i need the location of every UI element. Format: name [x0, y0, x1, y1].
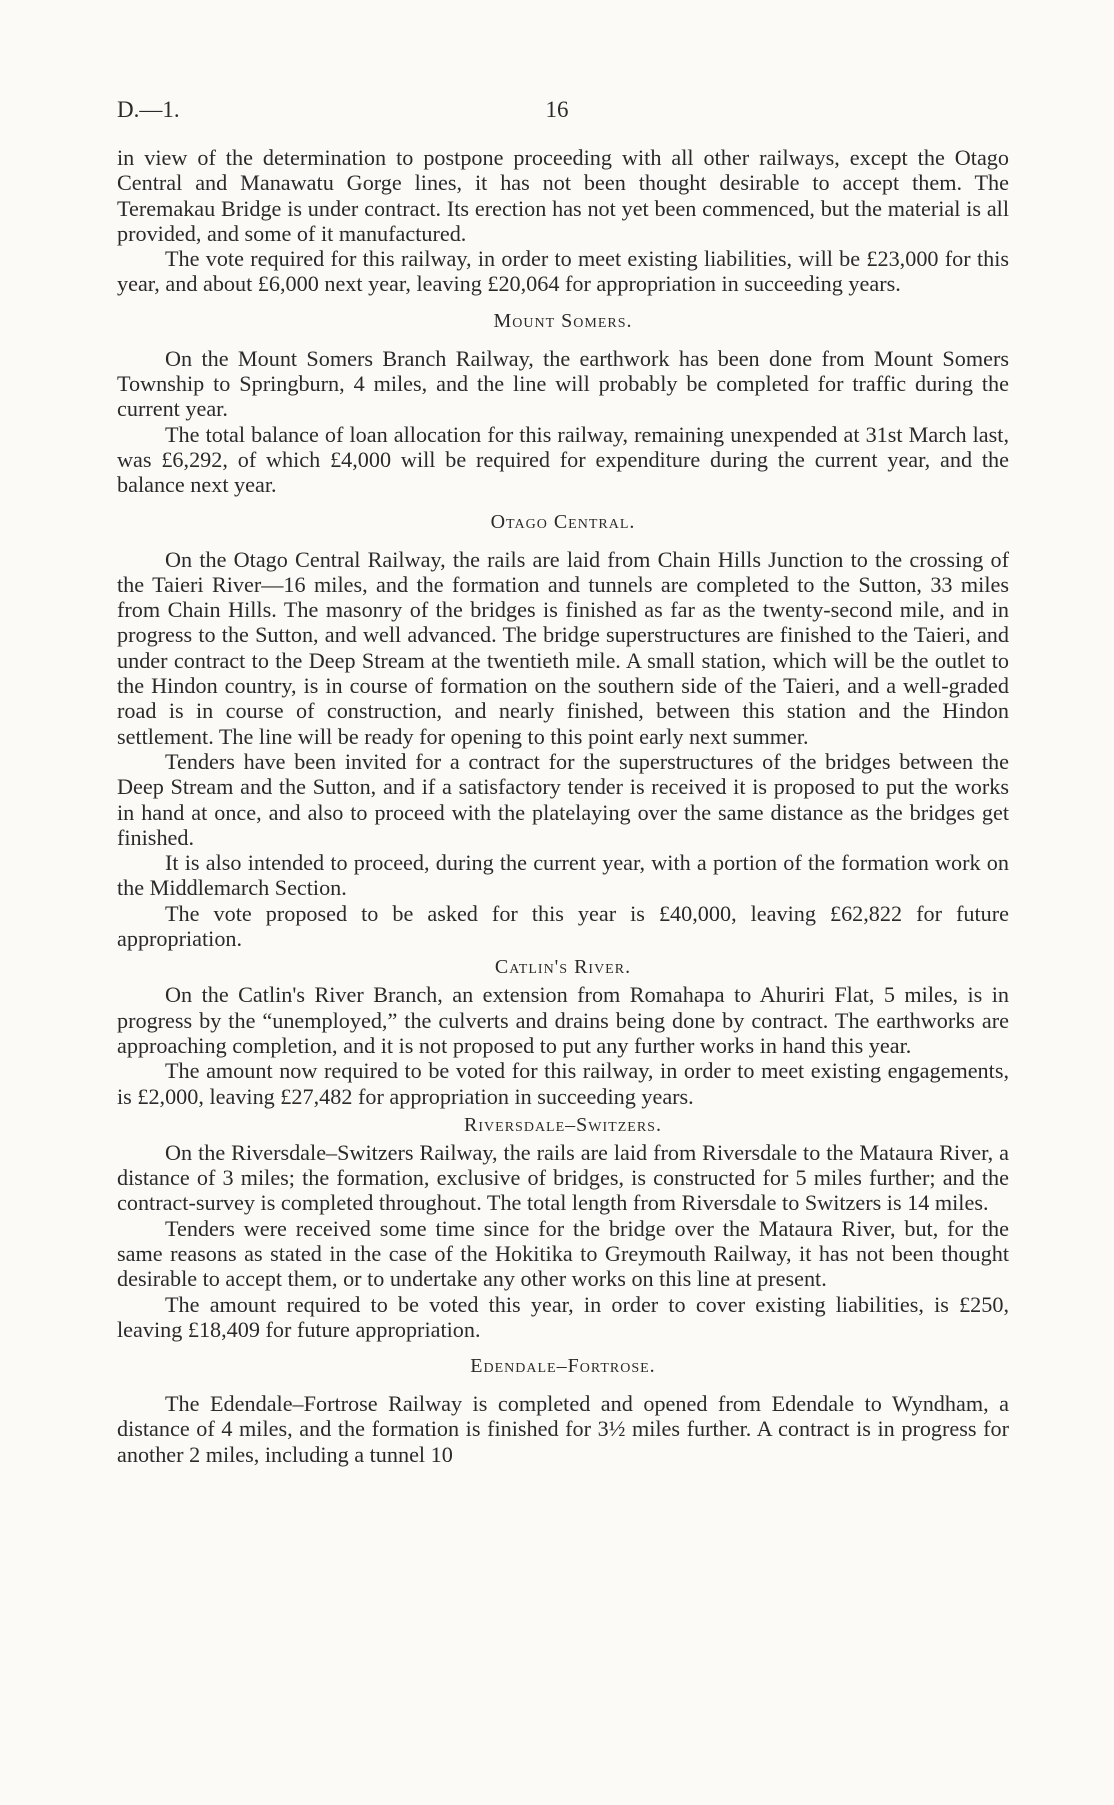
body-text: [117, 145, 1009, 1467]
section-heading: Mount Somers.: [493, 309, 633, 332]
paragraph: On the Mount Somers Branch Railway, the earthwork has been done from Mount Somers Township to Springburn, 4 miles, and the line will probably be completed for traffic during the current year.: [117, 345, 1009, 422]
paragraph: It is also intended to proceed, during the current year, with a portion of the formation work on the Middlemarch Section.: [117, 850, 1009, 901]
section-heading: Edendale–Fortrose.: [470, 1355, 656, 1378]
section-heading: Riversdale–Switzers.: [464, 1113, 662, 1136]
section-heading: Catlin's River.: [494, 956, 632, 979]
paragraph: The vote required for this railway, in order to meet existing liabilities, will be £23,000 for this year, and about £6,000 next year, leaving £20,064 for appropriation in succeeding years.: [117, 246, 1009, 297]
paragraph: The amount now required to be voted for this railway, in order to meet existing engagements, is £2,000, leaving £27,482 for appropriation in succeeding years.: [117, 1058, 1009, 1109]
section-heading: Otago Central.: [490, 510, 636, 533]
page-number: 16: [545, 97, 569, 122]
paragraph: On the Catlin's River Branch, an extension from Romahapa to Ahuriri Flat, 5 miles, is in progress by the “unemployed,” the culverts and drains being done by contract. The earthworks are approaching completion, and it is not proposed to put any further works in hand this year.: [117, 982, 1009, 1058]
paragraph: On the Riversdale–Switzers Railway, the rails are laid from Riversdale to the Mataura River, a distance of 3 miles; the formation, exclusive of bridges, is constructed for 5 miles further; and the contract-survey is completed throughout. The total length from Riversdale to Switzers is 14 miles.: [117, 1139, 1009, 1216]
paragraph: The vote proposed to be asked for this year is £40,000, leaving £62,822 for future appropriation.: [117, 900, 1009, 952]
paragraph: The Edendale–Fortrose Railway is completed and opened from Edendale to Wyndham, a distance of 4 miles, and the formation is finished for 3½ miles further. A contract is in progress for another 2 miles, including a tunnel 10: [117, 1391, 1009, 1467]
paragraph: in view of the determination to postpone proceeding with all other railways, except the Otago Central and Manawatu Gorge lines, it has not been thought desirable to accept them. The Teremakau Bridge is under contract. Its erection has not yet been commenced, but the material is all provided, and some of it manufactured.: [117, 145, 1009, 246]
paragraph: Tenders were received some time since for the bridge over the Mataura River, but, for the same reasons as stated in the case of the Hokitika to Greymouth Railway, it has not been thought desirable to accept them, or to undertake any other works on this line at present.: [117, 1215, 1009, 1292]
paragraph: The amount required to be voted this year, in order to cover existing liabilities, is £250, leaving £18,409 for future appropriation.: [117, 1291, 1009, 1342]
page-header: [117, 97, 997, 127]
document-reference: D.—1.: [117, 97, 180, 122]
paragraph: The total balance of loan allocation for this railway, remaining unexpended at 31st March last, was £6,292, of which £4,000 will be required for expenditure during the current year, and the balance next year.: [117, 421, 1009, 498]
paragraph: Tenders have been invited for a contract for the superstructures of the bridges between the Deep Stream and the Sutton, and if a satisfactory tender is received it is proposed to put the works in hand at once, and also to proceed with the platelaying over the same distance as the bridges get finished.: [117, 748, 1009, 850]
paragraph: On the Otago Central Railway, the rails are laid from Chain Hills Junction to the crossing of the Taieri River—16 miles, and the formation and tunnels are completed to the Sutton, 33 miles from Chain Hills. The masonry of the bridges is finished as far as the twenty-second mile, and in progress to the Sutton, and well advanced. The bridge superstructures are finished to the Taieri, and under contract to the Deep Stream at the twentieth mile. A small station, which will be the outlet to the Hindon country, is in course of formation on the southern side of the Taieri, and a well-graded road is in course of construction, and nearly finished, between this station and the Hindon settlement. The line will be ready for opening to this point early next summer.: [117, 546, 1009, 749]
